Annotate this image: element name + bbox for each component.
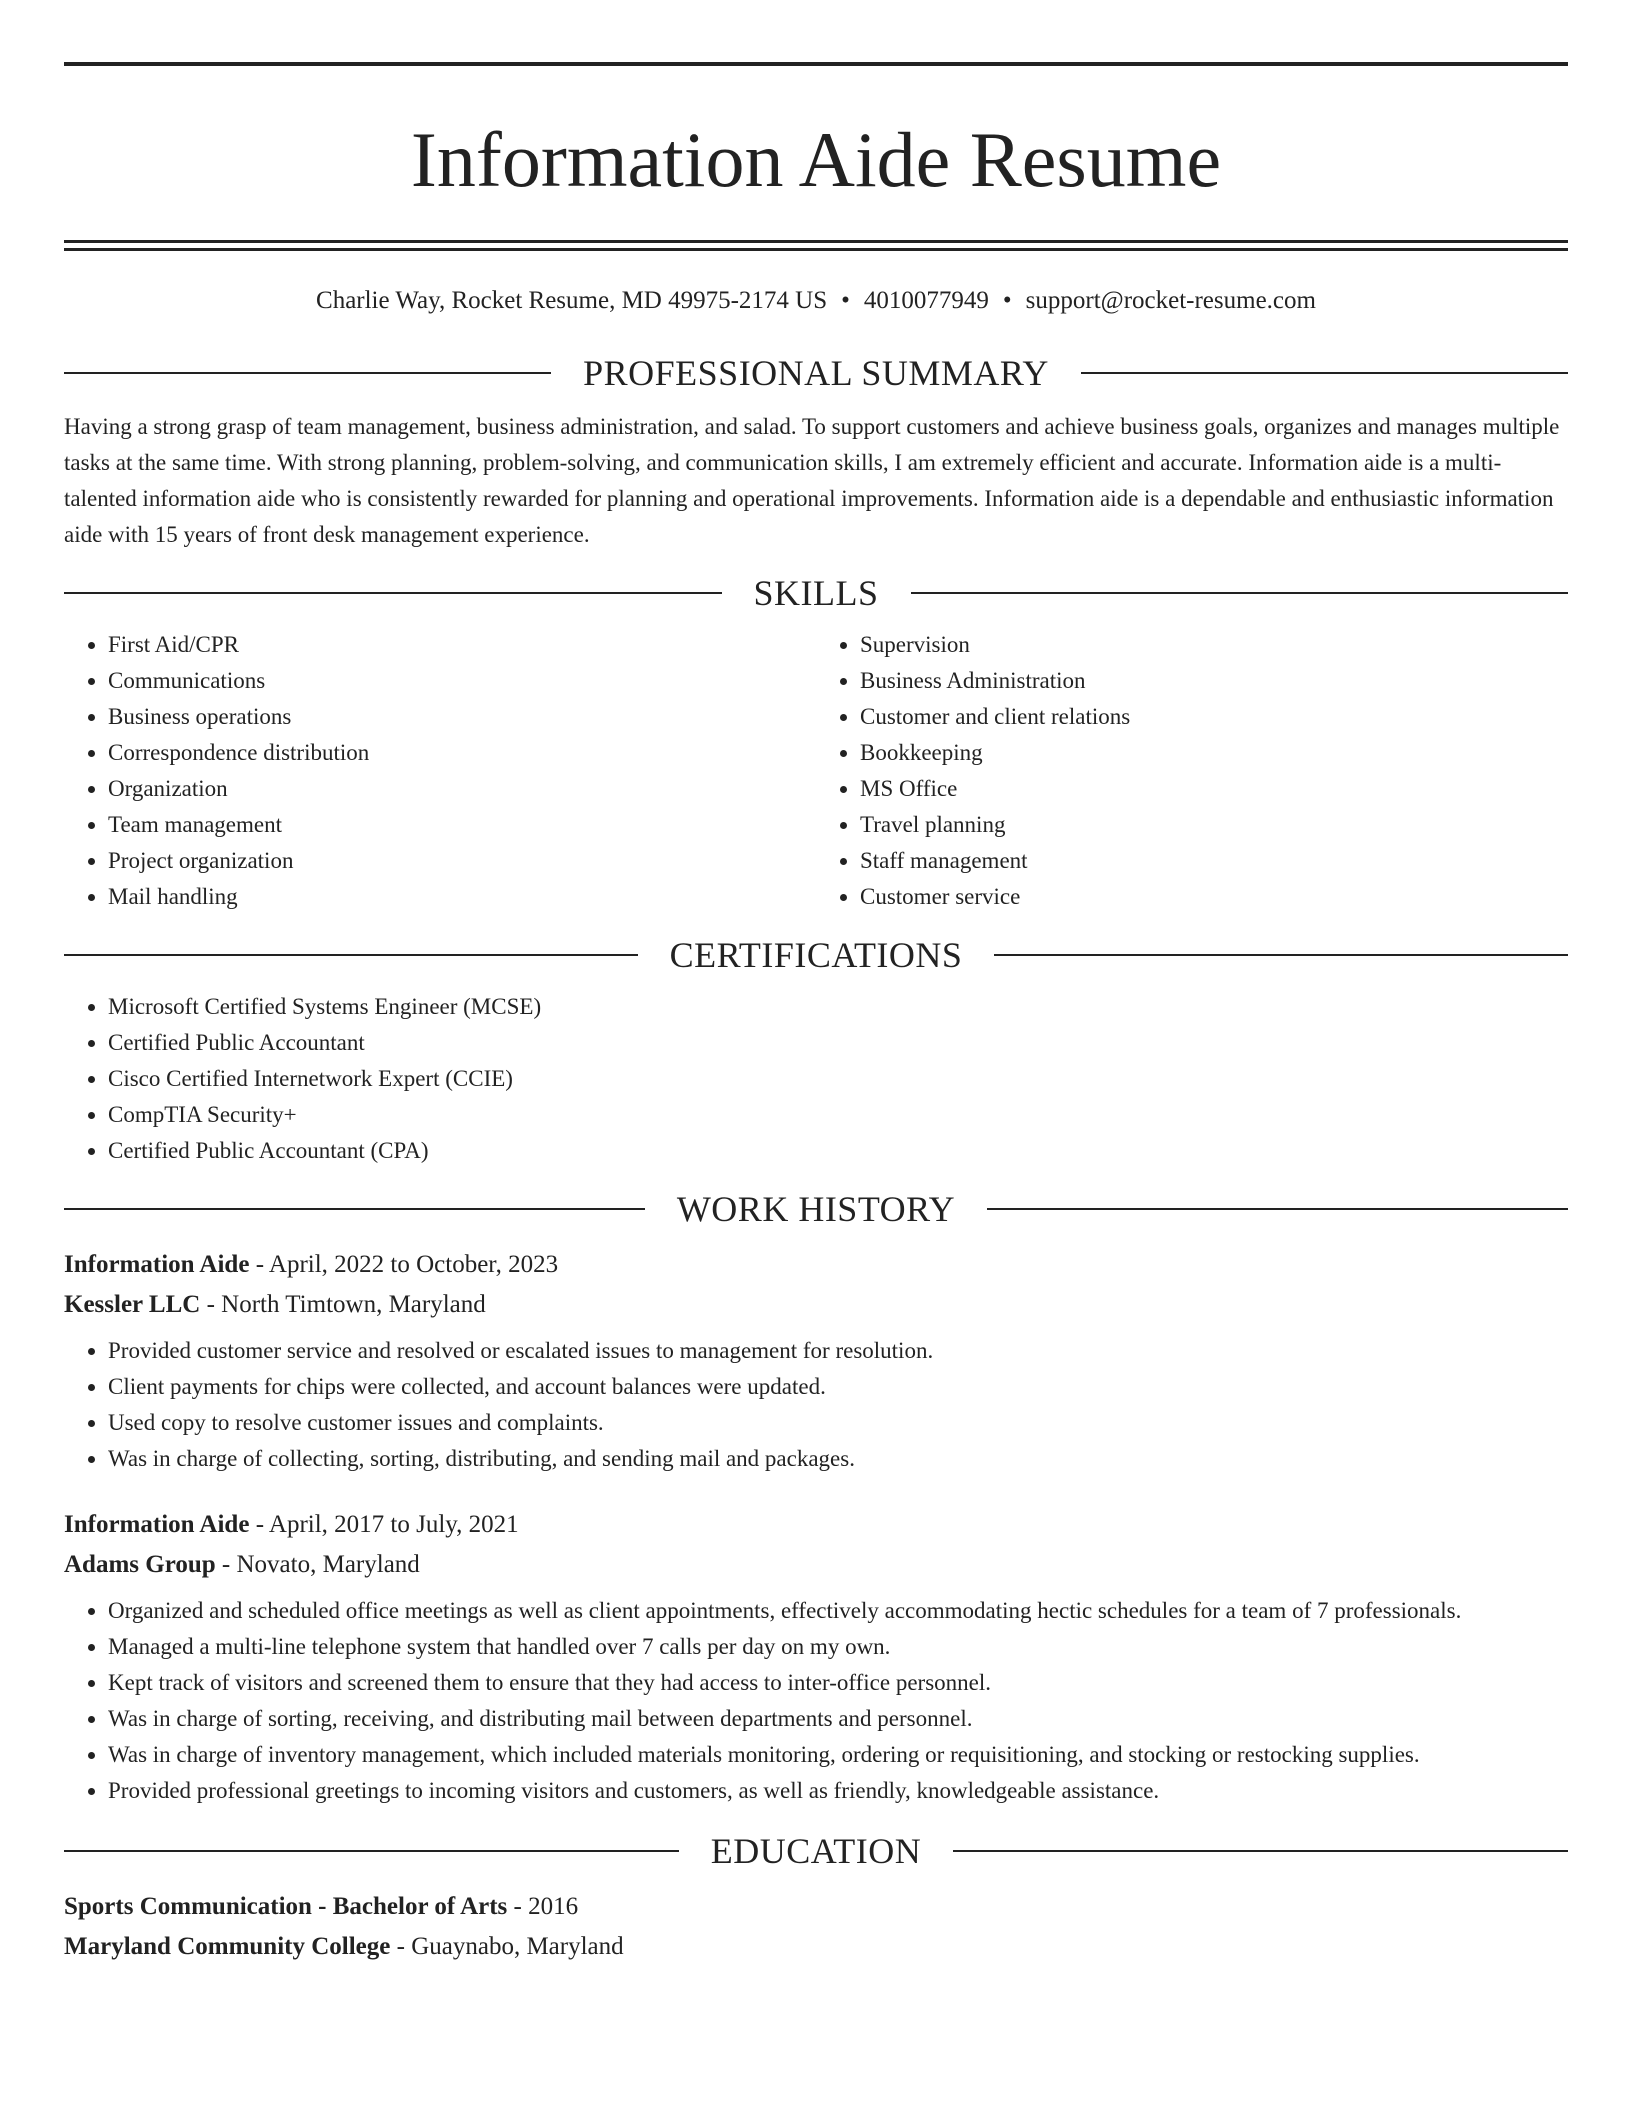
summary-text: Having a strong grasp of team management, business administration, and salad. To support customers and achieve business goals, organizes and manages multiple tasks at the same time. With strong planning, problem-solving, and communication skills, I am extremely efficient and accurate. Information aide is a multi-talented information aide who is consistently rewarded for planning and operational improvements. Information aide is a dependable and enthusiastic information aide with 15 years of front desk management experience. (64, 414, 1560, 547)
job-duty: • Used copy to resolve customer issues and complaints. (108, 1405, 1568, 1441)
heading-rule (994, 954, 1568, 956)
job-duty: • Client payments for chips were collected, and account balances were updated. (108, 1369, 1568, 1405)
job-company: Kessler LLC (64, 1291, 201, 1318)
skill-item: • Bookkeeping (860, 735, 1568, 771)
job-location: - Novato, Maryland (215, 1551, 420, 1578)
job-duty: • Managed a multi-line telephone system that handled over 7 calls per day on my own. (108, 1629, 1568, 1665)
resume-title: Information Aide Resume (410, 116, 1222, 203)
job-title-line (64, 1505, 1568, 1545)
certifications-list (64, 989, 1568, 1169)
job-duty: • Provided customer service and resolved or escalated issues to management for resolution. (108, 1333, 1568, 1369)
top-rule (64, 62, 1568, 66)
job-title: Information Aide (64, 1511, 250, 1538)
skill-item: • Correspondence distribution (108, 735, 816, 771)
skill-item: • Customer service (860, 879, 1568, 915)
job-duty: • Was in charge of collecting, sorting, distributing, and sending mail and packages. (108, 1441, 1568, 1477)
job-company-line (64, 1285, 1568, 1325)
section-heading-skills (64, 565, 1568, 621)
heading-rule (64, 1850, 679, 1852)
job-entry (64, 1505, 1568, 1809)
education-school-line (64, 1927, 1568, 1967)
certification-item: • CompTIA Security+ (108, 1097, 1568, 1133)
heading-rule (64, 372, 551, 374)
skills-list-left (64, 627, 816, 915)
skill-item: • Organization (108, 771, 816, 807)
heading-rule (911, 592, 1569, 594)
skill-item: • Supervision (860, 627, 1568, 663)
job-dates: - April, 2017 to July, 2021 (249, 1511, 519, 1538)
section-label: PROFESSIONAL SUMMARY (583, 353, 1049, 393)
skills-grid (64, 627, 1568, 915)
certification-item: • Microsoft Certified Systems Engineer (MCSE) (108, 989, 1568, 1025)
section-heading-certifications (64, 927, 1568, 983)
skill-item: • Travel planning (860, 807, 1568, 843)
section-label: CERTIFICATIONS (669, 935, 963, 975)
education-location: - Guaynabo, Maryland (390, 1933, 624, 1960)
skill-item: • Team management (108, 807, 816, 843)
skills-column-left (64, 627, 816, 915)
job-duty: • Organized and scheduled office meetings as well as client appointments, effectively accommodating hectic schedules for a team of 7 professionals. (108, 1593, 1568, 1629)
skill-item: • Staff management (860, 843, 1568, 879)
section-heading-education (64, 1823, 1568, 1879)
skill-item: • Business Administration (860, 663, 1568, 699)
certification-item: • Cisco Certified Internetwork Expert (CCIE) (108, 1061, 1568, 1097)
job-entry (64, 1245, 1568, 1477)
section-label: SKILLS (753, 573, 879, 613)
heading-rule (987, 1208, 1568, 1210)
job-company-line (64, 1545, 1568, 1585)
skill-item: • First Aid/CPR (108, 627, 816, 663)
contact-separator: • (1002, 287, 1012, 314)
job-duty: • Provided professional greetings to incoming visitors and customers, as well as friendly, knowledgeable assistance. (108, 1773, 1568, 1809)
education-entry (64, 1887, 1568, 1967)
contact-phone: 4010077949 (863, 287, 989, 314)
contact-line (64, 285, 1568, 317)
job-title: Information Aide (64, 1251, 250, 1278)
job-title-line (64, 1245, 1568, 1285)
heading-rule (953, 1850, 1568, 1852)
contact-separator: • (841, 287, 850, 314)
education-degree: Sports Communication - Bachelor of Arts (64, 1893, 508, 1920)
certification-item: • Certified Public Accountant (108, 1025, 1568, 1061)
job-location: - North Timtown, Maryland (200, 1291, 486, 1318)
heading-rule (64, 954, 638, 956)
contact-address: Charlie Way, Rocket Resume, MD 49975-2174 US (316, 287, 828, 314)
heading-rule (64, 592, 722, 594)
job-duties-list (64, 1593, 1568, 1809)
education-school: Maryland Community College (64, 1933, 391, 1960)
job-duty: • Kept track of visitors and screened them to ensure that they had access to inter-office personnel. (108, 1665, 1568, 1701)
heading-rule (64, 1208, 645, 1210)
job-duties-list (64, 1333, 1568, 1477)
certification-item: • Certified Public Accountant (CPA) (108, 1133, 1568, 1169)
skill-item: • MS Office (860, 771, 1568, 807)
skill-item: • Mail handling (108, 879, 816, 915)
job-dates: - April, 2022 to October, 2023 (249, 1251, 559, 1278)
job-duty: • Was in charge of inventory management, which included materials monitoring, ordering or requisitioning, and stocking or restocking supplies. (108, 1737, 1568, 1773)
skill-item: • Communications (108, 663, 816, 699)
section-label: WORK HISTORY (676, 1189, 956, 1229)
job-company: Adams Group (64, 1551, 216, 1578)
education-degree-line (64, 1887, 1568, 1927)
title-double-rule (64, 240, 1568, 251)
section-label: EDUCATION (710, 1831, 922, 1871)
skills-column-right (816, 627, 1568, 915)
skills-list-right (816, 627, 1568, 915)
certifications-block (64, 989, 1568, 1169)
section-heading-summary (64, 345, 1568, 401)
job-duty: • Was in charge of sorting, receiving, and distributing mail between departments and personnel. (108, 1701, 1568, 1737)
skill-item: • Customer and client relations (860, 699, 1568, 735)
skill-item: • Project organization (108, 843, 816, 879)
section-heading-work-history (64, 1181, 1568, 1237)
contact-email: support@rocket-resume.com (1025, 287, 1316, 314)
heading-rule (1081, 372, 1568, 374)
education-year: - 2016 (507, 1893, 579, 1920)
skill-item: • Business operations (108, 699, 816, 735)
